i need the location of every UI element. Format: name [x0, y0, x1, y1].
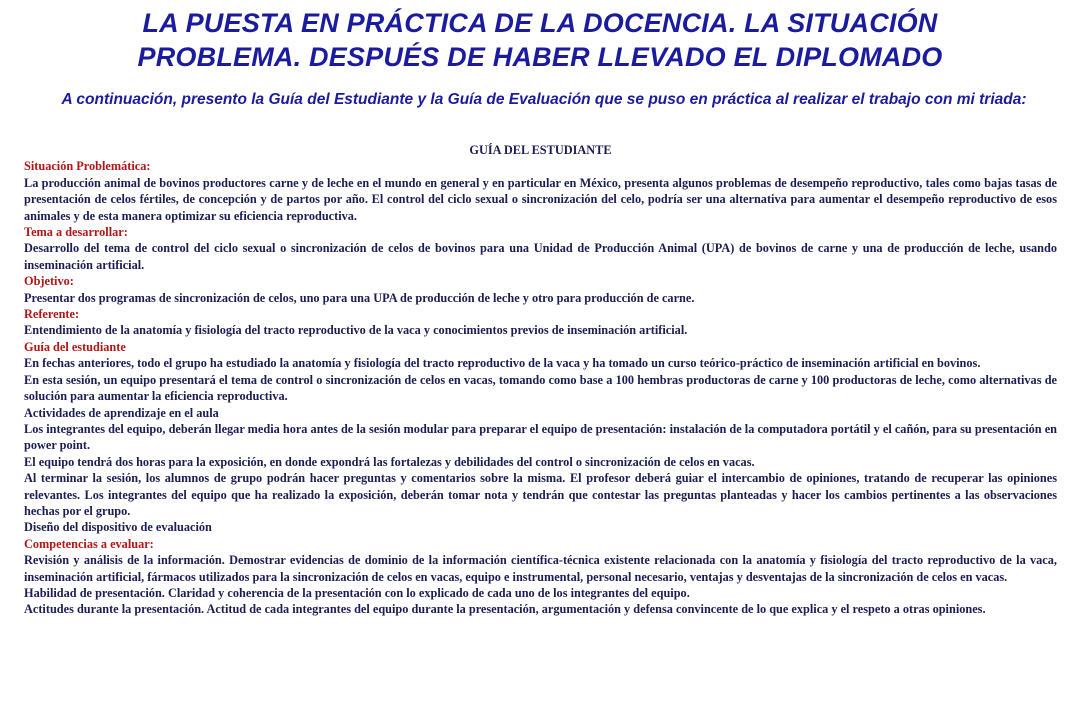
- actividades-heading: Actividades de aprendizaje en el aula: [24, 405, 219, 420]
- guia-text-2: En esta sesión, un equipo presentará el tema de control o sincronización de celos en vacas, tomando como base a 100 hembras productoras de carne y 100 productoras de leche, como alternativas de solución para aumentar la eficiencia reproductiva.: [24, 372, 1057, 404]
- actividades-text-1: Los integrantes del equipo, deberán llegar media hora antes de la sesión modular para preparar el equipo de presentación: instalación de la computadora portátil y el cañón, para su presentación en power point.: [24, 421, 1057, 453]
- actividades-text-2: El equipo tendrá dos horas para la exposición, en donde expondrá las fortalezas y debilidades del control o sincronización de celos en vacas.: [24, 454, 755, 469]
- competencias-heading: Competencias a evaluar:: [24, 536, 154, 551]
- slide-title-line-1: LA PUESTA EN PRÁCTICA DE LA DOCENCIA. LA SITUACIÓN: [142, 8, 938, 38]
- referente-heading: Referente:: [24, 307, 80, 322]
- guia-text-1: En fechas anteriores, todo el grupo ha estudiado la anatomía y fisiología del tracto reproductivo de la vaca y ha tomado un curso teórico-práctico de inseminación artificial en bovinos.: [24, 356, 981, 371]
- diseno-heading: Diseño del dispositivo de evaluación: [24, 520, 212, 535]
- referente-text: Entendimiento de la anatomía y fisiología del tracto reproductivo de la vaca y conocimientos previos de inseminación artificial.: [24, 323, 688, 338]
- situacion-heading: Situación Problemática:: [24, 159, 151, 174]
- guia-heading: Guía del estudiante: [24, 339, 126, 354]
- situacion-text: La producción animal de bovinos productores carne y de leche en el mundo en general y en particular en México, presenta algunos problemas de desempeño reproductivo, tales como bajas tasas de presentación de celos fértiles, de concepción y de partos por año. El control del ciclo sexual o sincronización del celo, podría ser una alternativa para aumentar el desempeño reproductivo de esos animales y de esta manera optimizar su eficiencia reproductiva.: [24, 175, 1057, 223]
- slide-title: [20, 6, 1060, 74]
- actividades-text-3: Al terminar la sesión, los alumnos de grupo podrán hacer preguntas y comentarios sobre la misma. El profesor deberá guiar el intercambio de opiniones, tratando de recuperar las opiniones relevantes. Los integrantes del equipo que ha realizado la exposición, deberán tomar nota y tendrán que contestar las preguntas planteadas y hacer los cambios pertinentes a las observaciones hechas por el grupo.: [24, 471, 1057, 518]
- competencias-text-1: Revisión y análisis de la información. Demostrar evidencias de dominio de la información científica-técnica existente relacionada con la anatomía y fisiología del tracto reproductivo de la vaca, inseminación artificial, fármacos utilizados para la sincronización de celos en vacas, equipo e instrumental, personal necesario, ventajas y desventajas de la sincronización de celos en vacas.: [24, 553, 1057, 584]
- tema-heading: Tema a desarrollar:: [24, 225, 128, 240]
- tema-text: Desarrollo del tema de control del ciclo sexual o sincronización de celos de bovinos para una Unidad de Producción Animal (UPA) de bovinos de carne y una de producción de leche, usando inseminación artificial.: [24, 241, 1057, 272]
- student-guide: [24, 142, 1057, 618]
- intro-text: A continuación, presento la Guía del Estudiante y la Guía de Evaluación que se puso en práctica al realizar el trabajo con mi triada:: [61, 91, 1027, 108]
- competencias-text-3: Actitudes durante la presentación. Actitud de cada integrantes del equipo durante la presentación, argumentación y defensa convincente de lo que explica y el respeto a otras opiniones.: [24, 602, 986, 617]
- guide-title: GUÍA DEL ESTUDIANTE: [469, 143, 612, 157]
- competencias-text-2: Habilidad de presentación. Claridad y coherencia de la presentación con lo explicado de cada uno de los integrantes del equipo.: [24, 585, 690, 600]
- objetivo-text: Presentar dos programas de sincronización de celos, uno para una UPA de producción de leche y otro para producción de carne.: [24, 290, 695, 305]
- slide-title-line-2: PROBLEMA. DESPUÉS DE HABER LLEVADO EL DIPLOMADO: [137, 42, 943, 72]
- objetivo-heading: Objetivo:: [24, 274, 74, 289]
